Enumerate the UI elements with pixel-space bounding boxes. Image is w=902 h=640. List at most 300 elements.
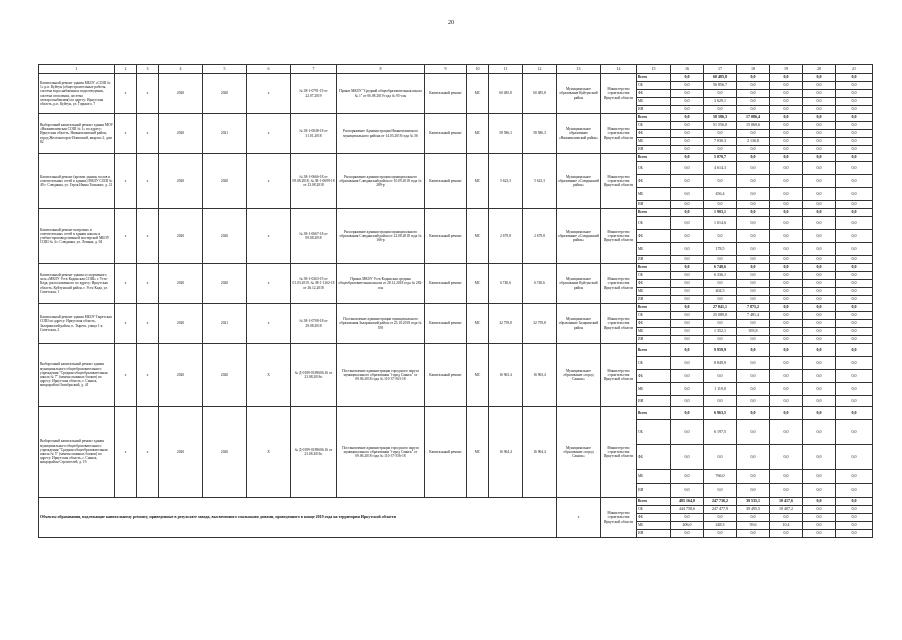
total-c14: Министерство строительства Иркутской области [601, 498, 637, 538]
object-c5: 2021 [203, 304, 247, 344]
fin-value: 0,0 [803, 130, 836, 138]
fin-value: 0,0 [704, 90, 737, 98]
fin-value: 0,0 [836, 146, 873, 154]
fin-value: 0,0 [803, 407, 836, 420]
object-name: Выборочный капитальный ремонт здания муниципального общеобразовательного учреждения "Средняя общеобразовательная школа № 5" (замена оконных блоков) по адресу: Иркутская область, г. Саянск, микрорайон Строителей, д. 19 [39, 407, 115, 498]
fin-value: 0,0 [836, 296, 873, 304]
object-c6: х [247, 304, 291, 344]
object-name: Капитальный ремонт здания МБОУ Тыретская СОШ по адресу: Иркутская область, Заларинский район, п. Тыреть, улица 1-я Советская, 2 [39, 304, 115, 344]
fin-value: 0,0 [803, 201, 836, 209]
fin-value: 0,0 [836, 370, 873, 383]
fin-value: 15 069,6 [737, 122, 770, 130]
fin-value: 0,0 [803, 357, 836, 370]
header-cell: 10 [467, 65, 489, 74]
fin-value: 0,0 [770, 396, 803, 407]
fin-value: 0,0 [671, 122, 704, 130]
fin-value: 0,0 [836, 312, 873, 320]
fin-value: 0,0 [671, 396, 704, 407]
fin-value: 0,0 [671, 328, 704, 336]
fin-value: 0,0 [737, 484, 770, 498]
fin-value: 0,0 [836, 264, 873, 272]
object-c2: х [115, 407, 137, 498]
fin-value: 0,0 [803, 312, 836, 320]
fin-source-label: Всего [637, 264, 671, 272]
fin-value: 0,0 [704, 320, 737, 328]
fin-value: 0,0 [770, 122, 803, 130]
fin-value: 0,0 [836, 154, 873, 162]
fin-value: 17 086,4 [737, 114, 770, 122]
object-c9: Капитальный ремонт [425, 407, 467, 498]
fin-value: 0,0 [770, 114, 803, 122]
fin-value: 0,0 [803, 280, 836, 288]
fin-value: 0,0 [704, 130, 737, 138]
fin-value: 0,0 [836, 82, 873, 90]
fin-value: 58 586,3 [704, 114, 737, 122]
object-name: Капитальный ремонт (кровли здания, полов и осветительных сетей в здании) МБОУ СОШ № 49 г. Слюдянка, ул. Героя Ивана Тонконог, д. 21 [39, 154, 115, 209]
fin-value: 0,0 [803, 217, 836, 230]
object-c14: Министерство строительства Иркутской области [601, 304, 637, 344]
fin-value: 0,0 [671, 130, 704, 138]
object-c2: х [115, 344, 137, 407]
fin-value: 0,0 [737, 188, 770, 201]
fin-value: 1 903,1 [704, 209, 737, 217]
fin-value: 0,0 [671, 470, 704, 484]
fin-source-label: МБ [637, 98, 671, 106]
fin-value: 0,0 [770, 383, 803, 396]
fin-source-label: Всего [637, 74, 671, 82]
object-c3: х [137, 304, 159, 344]
fin-value: 1 352,1 [704, 328, 737, 336]
fin-value: 0,0 [836, 280, 873, 288]
object-c7: № 38-1-0666-18 от 09.08.2018, № 38-1-0699-18 от 23.08.2018 [291, 154, 337, 209]
fin-value: 0,0 [803, 470, 836, 484]
fin-source-label: ФБ [637, 370, 671, 383]
object-c3: х [137, 264, 159, 304]
fin-source-label: ИИ [637, 336, 671, 344]
fin-value: 0,0 [737, 383, 770, 396]
fin-value: 0,0 [836, 256, 873, 264]
fin-value: 0,0 [671, 188, 704, 201]
object-c3: х [137, 407, 159, 498]
object-c8: Постановление администрации муниципального образования Заларинский район от 23.10.2018 года № 595 [337, 304, 425, 344]
object-c6: х [247, 154, 291, 209]
object-c2: х [115, 304, 137, 344]
object-name: Выборочный капитальный ремонт здания муниципального общеобразовательного учреждения "Средняя общеобразовательная школа № 7" (замена оконных блоков) по адресу: Иркутская область, г. Саянск, микрорайон Октябрьский, д. 41 [39, 344, 115, 407]
fin-value: 0,0 [737, 357, 770, 370]
fin-value: 0,0 [803, 264, 836, 272]
fin-value: 0,0 [803, 256, 836, 264]
fin-value: 7 875,2 [737, 304, 770, 312]
fin-source-label: ОБ [637, 122, 671, 130]
fin-value: 5 070,7 [704, 154, 737, 162]
fin-value: 178,5 [704, 243, 737, 256]
fin-value: 0,0 [737, 445, 770, 470]
fin-value: 0,0 [803, 106, 836, 114]
fin-value: 0,0 [671, 154, 704, 162]
fin-value: 0,0 [770, 130, 803, 138]
fin-value: 0,0 [803, 230, 836, 243]
fin-value: 0,0 [770, 328, 803, 336]
fin-value: 0,0 [704, 230, 737, 243]
fin-value: 0,0 [671, 320, 704, 328]
header-cell: 19 [770, 65, 803, 74]
fin-value: 0,0 [671, 304, 704, 312]
fin-value: 0,0 [770, 312, 803, 320]
object-c7: № 38-1-0791-19 от 22.07.2019 [291, 74, 337, 114]
object-c11: 60 485,8 [489, 74, 523, 114]
fin-source-label: Всего [637, 304, 671, 312]
fin-value: 0,0 [770, 407, 803, 420]
fin-source-label: МБ [637, 138, 671, 146]
fin-value: 0,0 [836, 162, 873, 175]
object-c4: 2020 [159, 344, 203, 407]
object-c7: № Д-0189-0189606.16 от 23.08.2016г. [291, 344, 337, 407]
object-c14: Министерство строительства Иркутской области [601, 407, 637, 498]
fin-value: 0,0 [704, 445, 737, 470]
object-c7: № Д-0189-0189606.16 от 23.08.2016г. [291, 407, 337, 498]
total-value: 0,0 [836, 506, 873, 514]
table-row [39, 209, 873, 217]
object-name: Капитальный ремонт шатровых и осветительных сетей в здании школы и учебно-производственной мастерской МБОУ СОШ № 4 г. Слюдянка, ул. Ленина, д. 94 [39, 209, 115, 264]
object-c13: Муниципальное образование «Нижнеилимский район» [557, 114, 601, 154]
object-c2: х [115, 154, 137, 209]
fin-value: 0,0 [737, 280, 770, 288]
fin-value: 0,0 [770, 188, 803, 201]
fin-value: 0,0 [671, 201, 704, 209]
object-c2: х [115, 114, 137, 154]
fin-source-label: Всего [637, 344, 671, 357]
object-c13: Муниципальное образование Куйтунский район [557, 74, 601, 114]
fin-value: 0,0 [803, 420, 836, 445]
object-c4: 2020 [159, 304, 203, 344]
fin-source-label: Всего [637, 114, 671, 122]
fin-source-label: ОБ [637, 162, 671, 175]
fin-value: 6 336,1 [704, 272, 737, 280]
fin-source-label: ИИ [637, 530, 671, 538]
fin-value: 0,0 [671, 175, 704, 188]
fin-value: 0,0 [671, 138, 704, 146]
fin-value: 0,0 [704, 296, 737, 304]
fin-value: 0,0 [803, 445, 836, 470]
fin-source-label: МБ [637, 188, 671, 201]
total-value: 39 495,5 [737, 506, 770, 514]
object-c11: 2 679,8 [489, 209, 523, 264]
fin-value: 0,0 [737, 175, 770, 188]
total-value: 406,0 [671, 522, 704, 530]
object-c3: х [137, 154, 159, 209]
fin-source-label: ФБ [637, 280, 671, 288]
fin-value: 0,0 [770, 320, 803, 328]
fin-value: 0,0 [671, 217, 704, 230]
total-value: 247 477,9 [704, 506, 737, 514]
object-c8: Приказ МКОУ Усть-Кадинская средняя общеобразовательная школа от 28.12.2018 года № 282-осн [337, 264, 425, 304]
object-c12: 32 759,8 [523, 304, 557, 344]
fin-value: 6 740,6 [704, 264, 737, 272]
fin-value: 56 856,7 [704, 82, 737, 90]
fin-value: 0,0 [803, 344, 836, 357]
fin-value: 0,0 [671, 383, 704, 396]
fin-value: 0,0 [737, 370, 770, 383]
fin-value: 0,0 [671, 312, 704, 320]
fin-value: 0,0 [671, 209, 704, 217]
fin-value: 0,0 [671, 256, 704, 264]
fin-source-label: ИИ [637, 396, 671, 407]
fin-value: 0,0 [770, 82, 803, 90]
object-c11: 16 963,4 [489, 344, 523, 407]
fin-value: 393,8 [737, 328, 770, 336]
object-c4: 2020 [159, 154, 203, 209]
fin-value: 0,0 [737, 162, 770, 175]
object-c2: х [115, 264, 137, 304]
fin-value: 0,0 [671, 336, 704, 344]
fin-value: 0,0 [770, 344, 803, 357]
object-c7: № 38-1-0667-18 от 09.08.2018 [291, 209, 337, 264]
total-value: 0,0 [836, 530, 873, 538]
fin-value: 0,0 [770, 304, 803, 312]
fin-value: 0,0 [803, 74, 836, 82]
fin-value: 0,0 [737, 264, 770, 272]
fin-value: 0,0 [704, 106, 737, 114]
object-c8: Распоряжение Администрации Нижнеилимского муниципального района от 14.03.2018 года № 56 [337, 114, 425, 154]
fin-value: 0,0 [770, 98, 803, 106]
fin-value: 0,0 [671, 162, 704, 175]
table-row [39, 114, 873, 122]
total-value: 0,0 [671, 514, 704, 522]
object-c14: Министерство строительства Иркутской области [601, 154, 637, 209]
header-cell: 15 [637, 65, 671, 74]
fin-value: 0,0 [737, 407, 770, 420]
header-cell: 7 [291, 65, 337, 74]
fin-value: 0,0 [803, 122, 836, 130]
fin-value: 0,0 [836, 383, 873, 396]
fin-source-label: МБ [637, 328, 671, 336]
fin-value: 0,0 [836, 114, 873, 122]
total-value: 0,0 [803, 498, 836, 506]
fin-value: 0,0 [737, 74, 770, 82]
object-c3: х [137, 209, 159, 264]
fin-value: 0,0 [803, 154, 836, 162]
investment-table [38, 64, 873, 538]
header-cell: 12 [523, 65, 557, 74]
object-c11: 6 740,6 [489, 264, 523, 304]
fin-source-label: ФБ [637, 90, 671, 98]
fin-value: 0,0 [770, 209, 803, 217]
object-c6: х [247, 74, 291, 114]
object-c13: Муниципальное образование Куйтунский район [557, 264, 601, 304]
object-c9: Капитальный ремонт [425, 114, 467, 154]
fin-source-label: ИИ [637, 201, 671, 209]
object-c13: Муниципальное образование «Слюдянский район» [557, 209, 601, 264]
header-cell: 20 [803, 65, 836, 74]
fin-source-label: ФБ [637, 230, 671, 243]
object-c10: МС [467, 74, 489, 114]
table-row [39, 154, 873, 162]
fin-value: 0,0 [770, 420, 803, 445]
fin-value: 60 485,8 [704, 74, 737, 82]
fin-value: 0,0 [671, 296, 704, 304]
fin-value: 0,0 [803, 288, 836, 296]
fin-value: 0,0 [836, 175, 873, 188]
fin-value: 0,0 [704, 280, 737, 288]
header-cell: 17 [704, 65, 737, 74]
fin-source-label: ФБ [637, 445, 671, 470]
fin-value: 0,0 [737, 90, 770, 98]
fin-source-label: ФБ [637, 175, 671, 188]
total-value: 10 417,6 [770, 498, 803, 506]
object-c5: 2020 [203, 344, 247, 407]
object-c4: 2020 [159, 114, 203, 154]
fin-value: 0,0 [770, 90, 803, 98]
total-value: 0,0 [737, 530, 770, 538]
fin-value: 0,0 [737, 98, 770, 106]
fin-value: 0,0 [803, 114, 836, 122]
total-value: 0,0 [671, 530, 704, 538]
fin-source-label: ИИ [637, 296, 671, 304]
fin-value: 0,0 [704, 201, 737, 209]
fin-value: 0,0 [836, 304, 873, 312]
fin-value: 0,0 [836, 272, 873, 280]
fin-value: 0,0 [770, 243, 803, 256]
object-c11: 5 623,3 [489, 154, 523, 209]
fin-value: 6 197,5 [704, 420, 737, 445]
object-c9: Капитальный ремонт [425, 264, 467, 304]
fin-value: 0,0 [770, 146, 803, 154]
fin-value: 0,0 [671, 264, 704, 272]
fin-value: 0,0 [836, 209, 873, 217]
fin-value: 3 629,1 [704, 98, 737, 106]
fin-value: 0,0 [836, 320, 873, 328]
object-c5: 2020 [203, 407, 247, 498]
fin-value: 0,0 [770, 280, 803, 288]
fin-value: 0,0 [737, 396, 770, 407]
table-row [39, 74, 873, 82]
object-c9: Капитальный ремонт [425, 154, 467, 209]
fin-value: 0,0 [836, 328, 873, 336]
fin-source-label: ИИ [637, 106, 671, 114]
fin-value: 0,0 [737, 320, 770, 328]
object-c2: х [115, 209, 137, 264]
fin-value: 8 849,9 [704, 357, 737, 370]
fin-value: 0,0 [671, 230, 704, 243]
object-c10: МС [467, 264, 489, 304]
fin-source-label: МБ [637, 243, 671, 256]
header-cell: 1 [39, 65, 115, 74]
fin-value: 2 136,8 [737, 138, 770, 146]
fin-value: 0,0 [770, 217, 803, 230]
fin-value: 0,0 [770, 256, 803, 264]
fin-value: 0,0 [836, 74, 873, 82]
fin-value: 0,0 [836, 217, 873, 230]
fin-value: 0,0 [770, 230, 803, 243]
total-value: 248,3 [704, 522, 737, 530]
fin-value: 0,0 [671, 243, 704, 256]
table-row [39, 344, 873, 357]
total-value: 444 758,6 [671, 506, 704, 514]
fin-value: 1 110,0 [704, 383, 737, 396]
object-c10: МС [467, 304, 489, 344]
fin-value: 0,0 [803, 146, 836, 154]
fin-value: 0,0 [770, 288, 803, 296]
object-c10: МС [467, 154, 489, 209]
fin-value: 0,0 [704, 484, 737, 498]
total-value: 0,0 [836, 514, 873, 522]
object-c8: Приказ МКОУ "Средний общеобразовательная школа № 1" от 06.08.2019 года № 95-осн [337, 74, 425, 114]
object-c4: 2020 [159, 407, 203, 498]
fin-value: 0,0 [671, 288, 704, 296]
fin-value: 766,0 [704, 470, 737, 484]
fin-value: 0,0 [671, 370, 704, 383]
fin-value: 0,0 [803, 138, 836, 146]
fin-value: 0,0 [671, 74, 704, 82]
object-c12: 60 485,8 [523, 74, 557, 114]
fin-value: 0,0 [836, 420, 873, 445]
object-c4: 2020 [159, 209, 203, 264]
fin-value: 0,0 [836, 344, 873, 357]
object-c12: 6 740,6 [523, 264, 557, 304]
fin-value: 0,0 [770, 272, 803, 280]
object-c4: 2020 [159, 74, 203, 114]
object-c6: Х [247, 407, 291, 498]
fin-source-label: ИИ [637, 484, 671, 498]
fin-source-label: ОБ [637, 217, 671, 230]
fin-value: 0,0 [803, 209, 836, 217]
fin-value: 0,0 [836, 407, 873, 420]
fin-value: 0,0 [770, 162, 803, 175]
object-c10: МС [467, 344, 489, 407]
fin-value: 0,0 [671, 280, 704, 288]
object-c14: Министерство строительства Иркутской области [601, 114, 637, 154]
object-c7: № 38-1-0048-18 от 31.01.2018 [291, 114, 337, 154]
header-cell: 6 [247, 65, 291, 74]
object-c5: 2020 [203, 209, 247, 264]
fin-source-label: ОБ [637, 506, 671, 514]
fin-value: 0,0 [770, 357, 803, 370]
total-value: 0,0 [803, 506, 836, 514]
total-value: 0,0 [803, 522, 836, 530]
object-c12: 2 679,8 [523, 209, 557, 264]
fin-source-label: МБ [637, 383, 671, 396]
fin-value: 27 041,1 [704, 304, 737, 312]
header-cell: 18 [737, 65, 770, 74]
fin-value: 0,0 [803, 296, 836, 304]
fin-source-label: ОБ [637, 312, 671, 320]
fin-source-label: ОБ [637, 420, 671, 445]
header-row [39, 65, 873, 74]
fin-value: 0,0 [737, 106, 770, 114]
fin-value: 0,0 [770, 74, 803, 82]
fin-value: 0,0 [671, 114, 704, 122]
header-cell: 21 [836, 65, 873, 74]
fin-value: 0,0 [836, 188, 873, 201]
fin-value: 0,0 [737, 82, 770, 90]
fin-value: 7 030,3 [704, 138, 737, 146]
total-value: 485 164,0 [671, 498, 704, 506]
fin-value: 0,0 [836, 288, 873, 296]
header-cell: 11 [489, 65, 523, 74]
fin-source-label: ФБ [637, 320, 671, 328]
fin-value: 4 614,3 [704, 162, 737, 175]
object-c8: Постановление администрации городского округа муниципального образования "город Саянск" от 09.06.2018 года № 110-37-556-18 [337, 407, 425, 498]
object-c5: 2020 [203, 74, 247, 114]
header-cell: 3 [137, 65, 159, 74]
fin-value: 0,0 [803, 175, 836, 188]
fin-value: 0,0 [836, 130, 873, 138]
fin-value: 0,0 [803, 98, 836, 106]
object-c12: 58 586,3 [523, 114, 557, 154]
object-name: Капитальный ремонт здания МБОУ «СОШ № 1» р.п. Куйтун (общестроительные работы, система водоснабжения и водоотведения, система отопления, система электроснабжения) по адресу: Иркутская область, р.п. Куйтун, ул. Горького, 7 [39, 74, 115, 114]
fin-value: 0,0 [737, 420, 770, 445]
fin-value: 0,0 [704, 256, 737, 264]
